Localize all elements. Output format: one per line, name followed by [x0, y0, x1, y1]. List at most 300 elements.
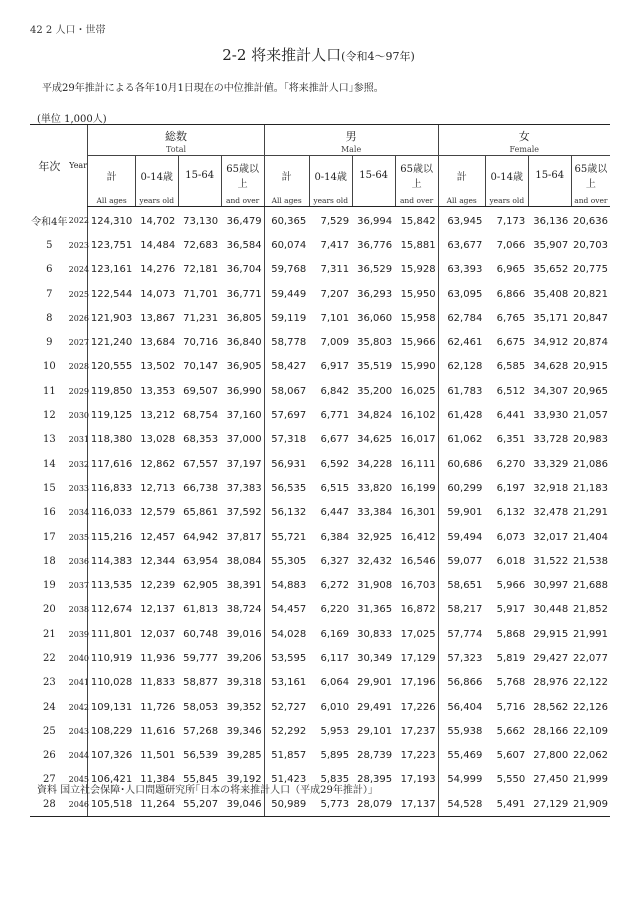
row-year: 2042 [68, 702, 90, 712]
data-cell: 6,677 [320, 434, 350, 446]
data-cell: 17,223 [400, 750, 436, 762]
data-cell: 14,276 [140, 264, 176, 276]
row-era: 25 [42, 725, 56, 737]
data-cell: 59,119 [264, 306, 309, 330]
data-cell: 7,009 [320, 337, 350, 349]
data-cell: 34,912 [533, 337, 569, 349]
row-era: 16 [42, 507, 56, 519]
table-row [30, 476, 610, 500]
data-cell: 20,983 [573, 434, 608, 446]
data-cell: 109,131 [88, 695, 135, 719]
data-cell: 29,101 [357, 725, 393, 737]
data-cell: 11,264 [135, 792, 178, 817]
row-era: 28 [30, 792, 69, 817]
data-cell: 32,925 [357, 531, 393, 543]
data-cell: 112,674 [88, 598, 135, 622]
data-cell: 20,874 [573, 337, 608, 349]
data-cell: 34,625 [357, 434, 393, 446]
table-row [30, 282, 610, 306]
data-cell: 17,193 [400, 774, 436, 786]
data-cell: 6,064 [320, 677, 350, 689]
data-cell: 6,592 [320, 458, 350, 470]
data-cell: 36,771 [226, 288, 262, 300]
row-year: 2038 [68, 605, 90, 615]
data-cell: 13,867 [140, 312, 176, 324]
data-cell: 17,226 [400, 701, 436, 713]
table-row [30, 744, 610, 768]
data-cell: 55,207 [178, 792, 221, 817]
data-cell: 114,383 [88, 549, 135, 573]
table-row [30, 452, 610, 476]
data-cell: 63,095 [438, 282, 485, 306]
data-cell: 119,850 [88, 379, 135, 403]
data-cell: 15,928 [400, 264, 436, 276]
data-cell: 36,990 [226, 385, 262, 397]
data-cell: 20,636 [573, 215, 608, 227]
data-cell: 36,704 [226, 264, 262, 276]
column-header-jp: 0-14歳 [135, 156, 178, 195]
data-cell: 21,183 [573, 482, 608, 494]
data-cell: 28,976 [533, 677, 569, 689]
column-header-en: All ages [88, 194, 135, 207]
data-cell: 34,628 [533, 361, 569, 373]
data-cell: 68,754 [183, 410, 219, 422]
data-cell: 13,353 [140, 385, 176, 397]
data-cell: 12,862 [140, 458, 176, 470]
data-cell: 34,824 [357, 410, 393, 422]
data-cell: 16,301 [400, 507, 436, 519]
column-header-en: All ages [438, 194, 485, 207]
title-main: 2-2 将来推計人口 [222, 46, 342, 64]
data-cell: 60,686 [438, 452, 485, 476]
data-cell: 12,579 [140, 507, 176, 519]
data-cell: 28,562 [533, 701, 569, 713]
data-cell: 28,395 [357, 774, 393, 786]
data-cell: 63,677 [438, 233, 485, 257]
row-year: 2041 [68, 678, 90, 688]
row-year: 2046 [69, 792, 88, 817]
data-cell: 37,160 [226, 410, 262, 422]
row-era: 27 [42, 774, 56, 786]
data-cell: 14,702 [140, 215, 176, 227]
data-cell: 35,171 [533, 312, 569, 324]
data-cell: 34,228 [357, 458, 393, 470]
column-header-en: All ages [264, 194, 309, 207]
row-era: 19 [42, 580, 56, 592]
data-cell: 69,507 [183, 385, 219, 397]
data-cell: 15,881 [400, 239, 436, 251]
row-year: 2034 [68, 508, 90, 518]
row-era: 6 [46, 264, 53, 276]
data-cell: 5,966 [496, 580, 526, 592]
data-cell: 34,307 [533, 385, 569, 397]
data-cell: 60,074 [264, 233, 309, 257]
data-cell: 29,915 [533, 628, 569, 640]
data-cell: 56,539 [183, 750, 219, 762]
row-era: 14 [42, 458, 56, 470]
data-cell: 36,994 [357, 215, 393, 227]
data-cell: 29,427 [533, 652, 569, 664]
data-cell: 6,447 [320, 507, 350, 519]
table-row [30, 525, 610, 549]
data-cell: 59,077 [438, 549, 485, 573]
row-era: 24 [42, 701, 56, 713]
data-cell: 51,423 [264, 768, 309, 792]
row-year: 2036 [68, 556, 90, 566]
data-cell: 56,866 [438, 671, 485, 695]
table-row [30, 428, 610, 452]
row-year: 2027 [68, 338, 90, 348]
data-cell: 22,077 [573, 652, 608, 664]
data-cell: 20,915 [573, 361, 608, 373]
data-cell: 123,161 [88, 258, 135, 282]
column-header-jp: 計 [88, 156, 135, 195]
data-cell: 20,965 [573, 385, 608, 397]
data-cell: 60,365 [264, 207, 309, 234]
row-year: 2024 [68, 265, 90, 275]
data-cell: 7,207 [320, 288, 350, 300]
data-cell: 11,384 [140, 774, 176, 786]
row-era: 12 [42, 410, 56, 422]
data-cell: 58,427 [264, 355, 309, 379]
data-cell: 17,237 [400, 725, 436, 737]
data-cell: 21,688 [573, 580, 608, 592]
data-cell: 37,817 [226, 531, 262, 543]
data-cell: 5,868 [496, 628, 526, 640]
data-cell: 117,616 [88, 452, 135, 476]
source-note: 資料 国立社会保障･人口問題研究所｢日本の将来推計人口（平成29年推計）｣ [37, 785, 373, 796]
column-header-en: and over [221, 194, 264, 207]
data-cell: 5,491 [485, 792, 528, 817]
data-cell: 20,847 [573, 312, 608, 324]
data-cell: 52,727 [264, 695, 309, 719]
data-cell: 66,738 [183, 482, 219, 494]
data-cell: 39,206 [226, 652, 262, 664]
year-header-jp: 年次 [30, 125, 69, 207]
data-cell: 17,025 [400, 628, 436, 640]
row-year: 2028 [68, 362, 90, 372]
data-cell: 16,017 [400, 434, 436, 446]
column-header-jp: 65歳以上 [571, 156, 610, 195]
row-year: 2045 [68, 775, 90, 785]
data-cell: 108,229 [88, 719, 135, 743]
row-era: 26 [42, 750, 56, 762]
data-cell: 16,872 [400, 604, 436, 616]
row-year: 2025 [68, 289, 90, 299]
table-row [30, 646, 610, 670]
data-cell: 56,535 [264, 476, 309, 500]
data-cell: 38,391 [226, 580, 262, 592]
data-cell: 12,239 [140, 580, 176, 592]
data-cell: 12,457 [140, 531, 176, 543]
data-cell: 54,028 [264, 622, 309, 646]
data-cell: 11,616 [140, 725, 176, 737]
data-cell: 21,909 [571, 792, 610, 817]
data-cell: 21,086 [573, 458, 608, 470]
data-cell: 35,408 [533, 288, 569, 300]
data-cell: 35,200 [357, 385, 393, 397]
data-cell: 55,721 [264, 525, 309, 549]
data-cell: 59,901 [438, 501, 485, 525]
data-cell: 5,835 [320, 774, 350, 786]
data-cell: 5,953 [320, 725, 350, 737]
data-cell: 11,936 [140, 652, 176, 664]
table-row [30, 355, 610, 379]
data-cell: 37,383 [226, 482, 262, 494]
column-header-jp: 計 [264, 156, 309, 195]
data-cell: 5,662 [496, 725, 526, 737]
data-cell: 16,199 [400, 482, 436, 494]
data-cell: 21,538 [573, 555, 608, 567]
table-row [30, 573, 610, 597]
data-cell: 31,522 [533, 555, 569, 567]
table-row [30, 719, 610, 743]
data-cell: 17,137 [395, 792, 438, 817]
data-cell: 16,025 [400, 385, 436, 397]
data-cell: 62,128 [438, 355, 485, 379]
data-cell: 58,053 [183, 701, 219, 713]
data-cell: 122,544 [88, 282, 135, 306]
data-cell: 7,311 [320, 264, 350, 276]
data-cell: 55,938 [438, 719, 485, 743]
group-header-en: Female [438, 144, 610, 156]
data-cell: 110,028 [88, 671, 135, 695]
data-cell: 6,384 [320, 531, 350, 543]
table-row [30, 598, 610, 622]
data-cell: 71,701 [183, 288, 219, 300]
data-cell: 62,784 [438, 306, 485, 330]
data-cell: 6,512 [496, 385, 526, 397]
data-cell: 58,651 [438, 573, 485, 597]
data-cell: 27,129 [528, 792, 571, 817]
column-header-en [352, 194, 395, 207]
data-cell: 20,821 [573, 288, 608, 300]
row-era: 17 [42, 531, 56, 543]
column-header-en: years old [135, 194, 178, 207]
data-cell: 7,173 [496, 215, 526, 227]
table-row [30, 379, 610, 403]
data-cell: 51,857 [264, 744, 309, 768]
data-cell: 32,432 [357, 555, 393, 567]
row-era: 8 [46, 312, 53, 324]
data-cell: 13,684 [140, 337, 176, 349]
data-cell: 6,441 [496, 410, 526, 422]
data-cell: 35,803 [357, 337, 393, 349]
data-cell: 33,384 [357, 507, 393, 519]
data-cell: 50,989 [264, 792, 309, 817]
data-cell: 7,529 [320, 215, 350, 227]
data-cell: 11,833 [140, 677, 176, 689]
data-cell: 55,845 [183, 774, 219, 786]
data-cell: 60,299 [438, 476, 485, 500]
data-cell: 6,515 [320, 482, 350, 494]
data-cell: 6,585 [496, 361, 526, 373]
data-cell: 57,697 [264, 403, 309, 427]
data-cell: 59,777 [183, 652, 219, 664]
data-cell: 31,365 [357, 604, 393, 616]
data-cell: 35,907 [533, 239, 569, 251]
data-cell: 15,966 [400, 337, 436, 349]
column-header-jp: 0-14歳 [485, 156, 528, 195]
data-cell: 29,491 [357, 701, 393, 713]
data-cell: 72,181 [183, 264, 219, 276]
table-row [30, 403, 610, 427]
data-cell: 58,778 [264, 330, 309, 354]
data-cell: 58,067 [264, 379, 309, 403]
population-table [30, 124, 610, 817]
table-row [30, 622, 610, 646]
data-cell: 61,428 [438, 403, 485, 427]
data-cell: 53,161 [264, 671, 309, 695]
row-era: 15 [42, 482, 56, 494]
data-cell: 7,066 [496, 239, 526, 251]
row-year: 2026 [68, 313, 90, 323]
data-cell: 61,813 [183, 604, 219, 616]
data-cell: 6,117 [320, 652, 350, 664]
data-cell: 56,132 [264, 501, 309, 525]
data-cell: 61,783 [438, 379, 485, 403]
data-cell: 14,073 [140, 288, 176, 300]
column-header-jp: 15-64 [352, 156, 395, 195]
data-cell: 28,739 [357, 750, 393, 762]
row-year: 2044 [68, 751, 90, 761]
data-cell: 35,519 [357, 361, 393, 373]
data-cell: 39,318 [226, 677, 262, 689]
column-header-en: years old [485, 194, 528, 207]
data-cell: 30,349 [357, 652, 393, 664]
data-cell: 5,819 [496, 652, 526, 664]
row-era: 5 [46, 239, 53, 251]
row-year: 2040 [68, 653, 90, 663]
data-cell: 20,703 [573, 239, 608, 251]
data-cell: 6,169 [320, 628, 350, 640]
data-cell: 36,840 [226, 337, 262, 349]
data-cell: 5,550 [496, 774, 526, 786]
data-cell: 13,028 [140, 434, 176, 446]
data-cell: 6,010 [320, 701, 350, 713]
data-cell: 58,877 [183, 677, 219, 689]
table-row [30, 233, 610, 257]
data-cell: 6,771 [320, 410, 350, 422]
row-year: 2043 [68, 726, 90, 736]
data-cell: 59,449 [264, 282, 309, 306]
data-cell: 32,478 [533, 507, 569, 519]
data-cell: 12,344 [140, 555, 176, 567]
row-era: 22 [42, 652, 56, 664]
row-year: 2023 [68, 240, 90, 250]
table-row [30, 306, 610, 330]
year-header-en: Year [69, 125, 88, 207]
data-cell: 57,323 [438, 646, 485, 670]
column-header-jp: 計 [438, 156, 485, 195]
row-era: 21 [42, 628, 56, 640]
data-cell: 56,404 [438, 695, 485, 719]
table-row [30, 501, 610, 525]
group-header-en: Total [88, 144, 264, 156]
data-cell: 20,775 [573, 264, 608, 276]
data-cell: 36,136 [533, 215, 569, 227]
row-era: 13 [42, 434, 56, 446]
data-cell: 57,774 [438, 622, 485, 646]
row-era: 11 [42, 385, 56, 397]
data-cell: 5,895 [320, 750, 350, 762]
data-cell: 39,046 [221, 792, 264, 817]
data-cell: 6,272 [320, 580, 350, 592]
page-title [0, 44, 637, 65]
table-row [30, 695, 610, 719]
row-era: 23 [42, 677, 56, 689]
data-cell: 65,861 [183, 507, 219, 519]
table-row [30, 549, 610, 573]
data-cell: 116,033 [88, 501, 135, 525]
group-header-jp: 男 [264, 125, 438, 145]
data-cell: 32,918 [533, 482, 569, 494]
data-cell: 59,768 [264, 258, 309, 282]
column-header-en: and over [571, 194, 610, 207]
data-cell: 6,675 [496, 337, 526, 349]
data-cell: 21,057 [573, 410, 608, 422]
data-cell: 5,607 [496, 750, 526, 762]
data-cell: 11,501 [140, 750, 176, 762]
data-cell: 57,268 [183, 725, 219, 737]
data-cell: 118,380 [88, 428, 135, 452]
data-cell: 13,212 [140, 410, 176, 422]
data-cell: 54,999 [438, 768, 485, 792]
data-cell: 36,479 [226, 215, 262, 227]
data-cell: 21,999 [573, 774, 608, 786]
data-cell: 16,412 [400, 531, 436, 543]
column-header-en [528, 194, 571, 207]
intro-text: 平成29年推計による各年10月1日現在の中位推計値。｢将来推計人口｣参照。 [42, 83, 384, 94]
data-cell: 22,122 [573, 677, 608, 689]
data-cell: 115,216 [88, 525, 135, 549]
data-cell: 52,292 [264, 719, 309, 743]
data-cell: 39,016 [226, 628, 262, 640]
row-year: 2032 [68, 459, 90, 469]
section-label: 2 人口・世帯 [45, 25, 106, 36]
data-cell: 5,768 [496, 677, 526, 689]
data-cell: 64,942 [183, 531, 219, 543]
data-cell: 37,000 [226, 434, 262, 446]
data-cell: 35,652 [533, 264, 569, 276]
data-cell: 17,196 [400, 677, 436, 689]
data-cell: 6,073 [496, 531, 526, 543]
data-cell: 63,954 [183, 555, 219, 567]
data-cell: 37,197 [226, 458, 262, 470]
data-cell: 5,716 [496, 701, 526, 713]
data-cell: 71,231 [183, 312, 219, 324]
data-cell: 33,930 [533, 410, 569, 422]
data-cell: 55,305 [264, 549, 309, 573]
data-cell: 16,111 [400, 458, 436, 470]
data-cell: 32,017 [533, 531, 569, 543]
data-cell: 16,703 [400, 580, 436, 592]
data-cell: 70,147 [183, 361, 219, 373]
data-cell: 36,060 [357, 312, 393, 324]
data-cell: 6,965 [496, 264, 526, 276]
data-cell: 36,584 [226, 239, 262, 251]
data-cell: 6,765 [496, 312, 526, 324]
data-cell: 62,461 [438, 330, 485, 354]
data-cell: 113,535 [88, 573, 135, 597]
row-year: 2035 [68, 532, 90, 542]
data-cell: 30,833 [357, 628, 393, 640]
group-header-en: Male [264, 144, 438, 156]
table-row [30, 330, 610, 354]
data-cell: 107,326 [88, 744, 135, 768]
data-cell: 33,820 [357, 482, 393, 494]
data-cell: 54,457 [264, 598, 309, 622]
